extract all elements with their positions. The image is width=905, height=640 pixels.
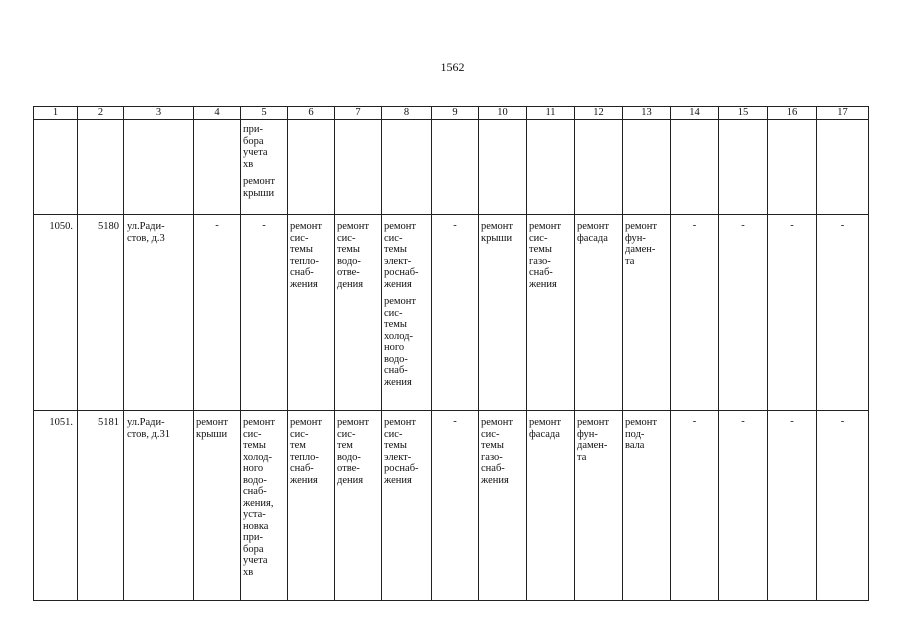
column-header: 12 [575, 107, 623, 120]
works-table [33, 106, 869, 601]
table-cell: ремонт под- вала [623, 411, 671, 601]
table-cell: ремонт фасада [575, 215, 623, 411]
table-cell: ремонт крыши [479, 215, 527, 411]
table-cell [671, 120, 719, 215]
table-cell [124, 120, 194, 215]
table-cell [768, 120, 817, 215]
row-address: ул.Ради- стов, д.31 [124, 411, 194, 601]
column-header: 3 [124, 107, 194, 120]
row-code: 5181 [78, 411, 124, 601]
table-cell: - [432, 215, 479, 411]
row-address: ул.Ради- стов, д.3 [124, 215, 194, 411]
table-cell [623, 120, 671, 215]
table-cell: ремонт сис- темы газо- снаб- жения [479, 411, 527, 601]
table-cell: - [719, 411, 768, 601]
table-cell: ремонт сис- темы водо- отве- дения [335, 215, 382, 411]
table-cell [194, 120, 241, 215]
table-row [34, 411, 869, 601]
table-cell [432, 120, 479, 215]
table-cell: - [817, 411, 869, 601]
table-cell: - [768, 411, 817, 601]
column-header: 9 [432, 107, 479, 120]
page-number: 1562 [440, 60, 465, 74]
table-cell: ремонт сис- темы холод- ного водо- снаб- жения, уста- новка при- бора учета хв [241, 411, 288, 601]
column-header: 14 [671, 107, 719, 120]
table-cell [575, 120, 623, 215]
row-number: 1050. [34, 215, 78, 411]
table-cell: ремонт сис- темы тепло- снаб- жения [288, 215, 335, 411]
table-row [34, 215, 869, 411]
table-cell [241, 120, 288, 215]
table-cell [335, 120, 382, 215]
column-header: 10 [479, 107, 527, 120]
table-cell: ремонт фасада [527, 411, 575, 601]
table-cell: - [194, 215, 241, 411]
work-item: ремонт крыши [243, 176, 276, 199]
table-cell: ремонт сис- тем тепло- снаб- жения [288, 411, 335, 601]
table-cell: - [768, 215, 817, 411]
column-header: 6 [288, 107, 335, 120]
table-cell: ремонт крыши [194, 411, 241, 601]
column-header: 7 [335, 107, 382, 120]
table-cell: - [241, 215, 288, 411]
column-header: 5 [241, 107, 288, 120]
table-cell [78, 120, 124, 215]
table-cell: ремонт сис- темы газо- снаб- жения [527, 215, 575, 411]
table-cell [34, 120, 78, 215]
column-header: 16 [768, 107, 817, 120]
work-item: ремонт сис- темы холод- ного водо- снаб- жения [384, 296, 417, 388]
table-cell: ремонт сис- тем водо- отве- дения [335, 411, 382, 601]
table-cell [382, 215, 432, 411]
column-header: 8 [382, 107, 432, 120]
row-number: 1051. [34, 411, 78, 601]
table-cell: - [432, 411, 479, 601]
column-header: 1 [34, 107, 78, 120]
table-cell [527, 120, 575, 215]
table-cell: ремонт фун- дамен- та [575, 411, 623, 601]
continuation-row [34, 120, 869, 215]
table-cell: - [671, 215, 719, 411]
table-cell [382, 120, 432, 215]
table-cell [817, 120, 869, 215]
column-header: 2 [78, 107, 124, 120]
work-item: ремонт сис- темы элект- роснаб- жения [384, 221, 419, 290]
table-cell: ремонт фун- дамен- та [623, 215, 671, 411]
column-header: 4 [194, 107, 241, 120]
work-item: при- бора учета хв [243, 124, 268, 170]
column-header: 17 [817, 107, 869, 120]
column-header: 11 [527, 107, 575, 120]
table-cell: - [817, 215, 869, 411]
table-cell: - [671, 411, 719, 601]
header-row [34, 107, 869, 120]
table-cell: - [719, 215, 768, 411]
table-cell: ремонт сис- темы элект- роснаб- жения [382, 411, 432, 601]
table-cell [719, 120, 768, 215]
table-cell [288, 120, 335, 215]
column-header: 15 [719, 107, 768, 120]
row-code: 5180 [78, 215, 124, 411]
column-header: 13 [623, 107, 671, 120]
table-cell [479, 120, 527, 215]
